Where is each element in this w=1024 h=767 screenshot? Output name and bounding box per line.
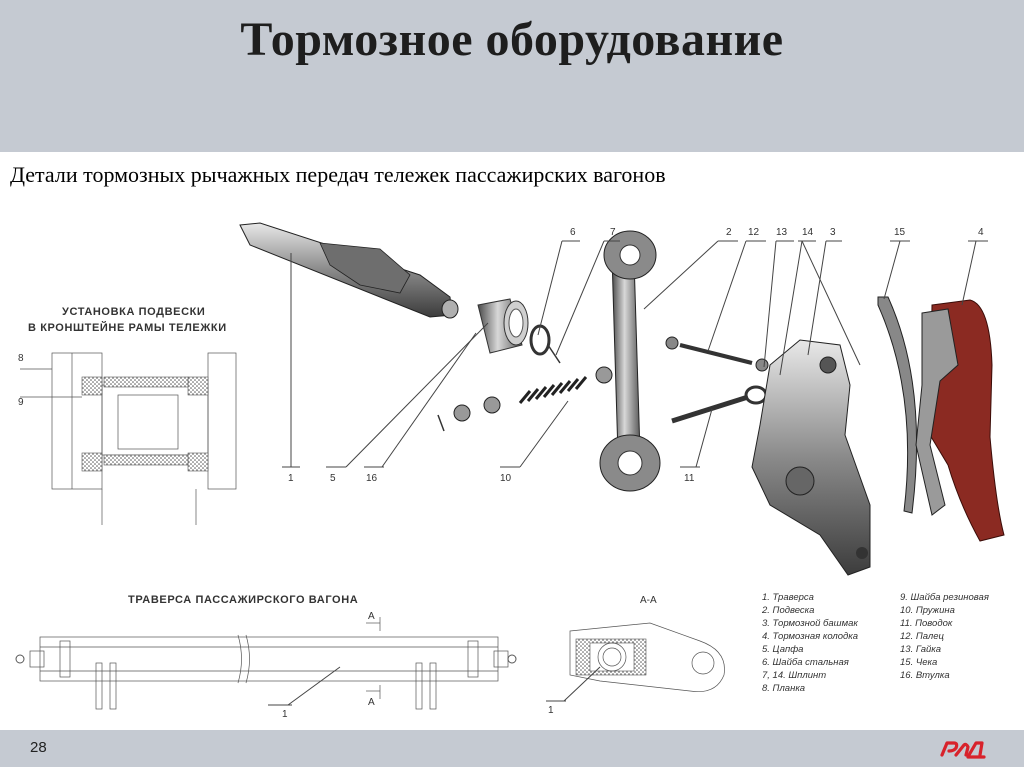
- callout-12: 12: [748, 227, 760, 238]
- legend-item-4: 4. Тормозная колодка: [762, 631, 859, 642]
- section-aa-label: А-А: [640, 595, 657, 606]
- callout-1-traverse: 1: [282, 709, 288, 720]
- suspension-installation-view: [18, 306, 236, 525]
- slide-header: [0, 0, 1024, 152]
- legend-item-5: 5. Цапфа: [762, 644, 804, 655]
- legend-item-7: 7, 14. Шплинт: [762, 670, 827, 681]
- callout-4: 4: [978, 227, 984, 238]
- hanger-part: [596, 231, 660, 491]
- caption-suspension-line1: УСТАНОВКА ПОДВЕСКИ: [62, 306, 206, 318]
- pin-and-link-parts: [666, 337, 768, 421]
- legend-item-8: 8. Планка: [762, 683, 806, 694]
- callout-13: 13: [776, 227, 788, 238]
- callout-8-left: 8: [18, 353, 24, 364]
- rzd-logo-icon: [938, 735, 988, 761]
- callout-15: 15: [894, 227, 906, 238]
- caption-traverse: ТРАВЕРСА ПАССАЖИРСКОГО ВАГОНА: [128, 594, 359, 606]
- spring-part: [438, 377, 586, 431]
- page-number: 28: [30, 739, 47, 756]
- traverse-drawing: [16, 594, 516, 720]
- legend-item-11: 11. Поводок: [900, 618, 953, 629]
- callout-1-section: 1: [548, 705, 554, 716]
- legend-item-3: 3. Тормозной башмак: [762, 618, 858, 629]
- legend-item-13: 13. Гайка: [900, 644, 942, 655]
- callout-5: 5: [330, 473, 336, 484]
- legend-item-12: 12. Палец: [900, 631, 944, 642]
- legend-item-10: 10. Пружина: [900, 605, 955, 616]
- legend-item-6: 6. Шайба стальная: [762, 657, 849, 668]
- legend-item-9: 9. Шайба резиновая: [900, 592, 989, 603]
- slide-title: Тормозное оборудование: [240, 13, 784, 66]
- callout-11: 11: [684, 473, 695, 484]
- section-aa-drawing: [546, 595, 725, 716]
- section-mark-bottom: А: [368, 697, 375, 708]
- callout-9-left: 9: [18, 397, 24, 408]
- bushing-part: [478, 299, 560, 363]
- legend-item-15: 15. Чека: [900, 657, 938, 668]
- callout-3: 3: [830, 227, 836, 238]
- slide-subtitle: Детали тормозных рычажных передач тележек пассажирских вагонов: [10, 162, 666, 187]
- callout-10: 10: [500, 473, 512, 484]
- section-mark-top: А: [368, 611, 375, 622]
- brake-parts-diagram: [0, 205, 1024, 730]
- legend-item-1: 1. Траверса: [762, 592, 814, 603]
- legend-item-16: 16. Втулка: [900, 670, 950, 681]
- callout-14: 14: [802, 227, 814, 238]
- slide-footer: [0, 730, 1024, 767]
- brake-pad-part: [916, 300, 1004, 541]
- parts-legend: [761, 592, 989, 694]
- caption-suspension-line2: В КРОНШТЕЙНЕ РАМЫ ТЕЛЕЖКИ: [28, 322, 227, 334]
- callout-7: 7: [610, 227, 616, 238]
- legend-item-2: 2. Подвеска: [762, 605, 815, 616]
- traverse-beam-part: [240, 223, 458, 318]
- key-part: [878, 297, 917, 513]
- callout-6: 6: [570, 227, 576, 238]
- callout-1: 1: [288, 473, 294, 484]
- brake-shoe-part: [752, 340, 870, 575]
- callout-16: 16: [366, 473, 378, 484]
- callout-2: 2: [726, 227, 732, 238]
